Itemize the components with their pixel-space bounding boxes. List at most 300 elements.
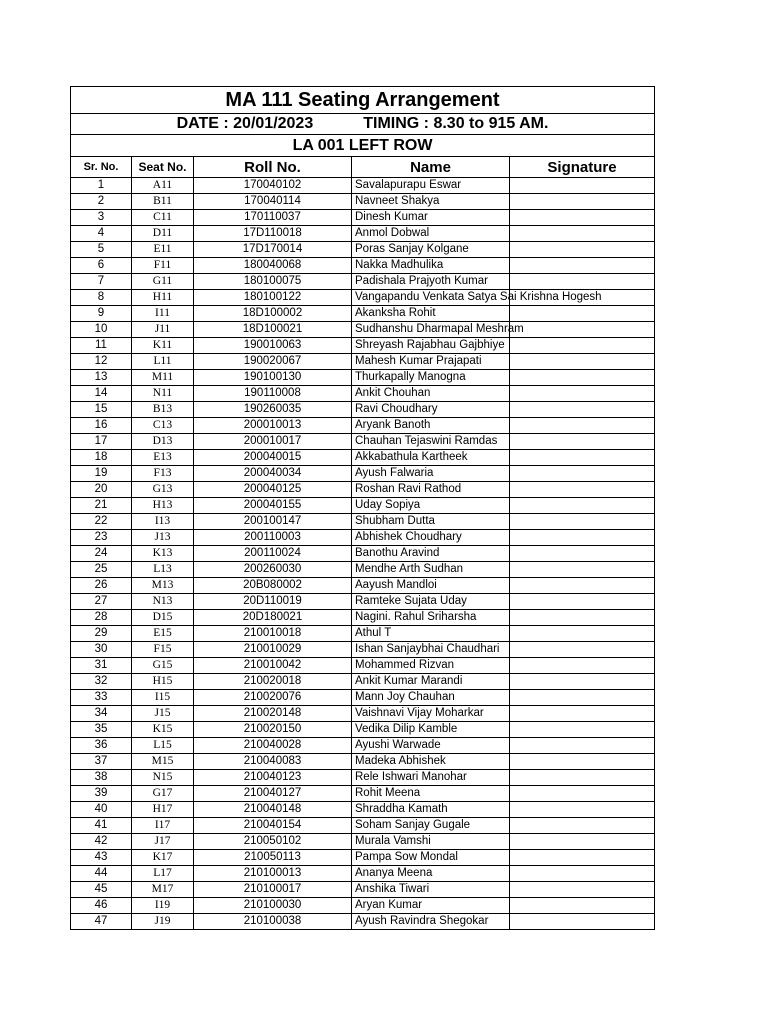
roll-no-cell: 20B080002 <box>194 578 352 594</box>
name-cell <box>352 594 510 610</box>
name-cell <box>352 258 510 274</box>
student-name: Ankit Chouhan <box>355 387 431 399</box>
signature-cell[interactable] <box>510 866 655 882</box>
table-row <box>71 450 655 466</box>
header-roll-no: Roll No. <box>194 157 352 178</box>
signature-cell[interactable] <box>510 818 655 834</box>
sr-no-cell: 15 <box>71 402 132 418</box>
roll-no-cell: 17D170014 <box>194 242 352 258</box>
sr-no-cell: 43 <box>71 850 132 866</box>
roll-no-cell: 190020067 <box>194 354 352 370</box>
student-name: Banothu Aravind <box>355 547 440 559</box>
signature-cell[interactable] <box>510 658 655 674</box>
signature-cell[interactable] <box>510 258 655 274</box>
signature-cell[interactable] <box>510 466 655 482</box>
seat-no-cell: H11 <box>132 290 194 306</box>
roll-no-cell: 20D110019 <box>194 594 352 610</box>
student-name: Aryan Kumar <box>355 899 423 911</box>
student-name: Uday Sopiya <box>355 499 421 511</box>
table-row <box>71 354 655 370</box>
signature-cell[interactable] <box>510 642 655 658</box>
table-row <box>71 514 655 530</box>
signature-cell[interactable] <box>510 386 655 402</box>
signature-cell[interactable] <box>510 274 655 290</box>
seat-no-cell: D13 <box>132 434 194 450</box>
student-name: Ramteke Sujata Uday <box>355 595 467 607</box>
student-name: Rohit Meena <box>355 787 421 799</box>
seat-no-cell: I11 <box>132 306 194 322</box>
name-cell <box>352 450 510 466</box>
roll-no-cell: 200040034 <box>194 466 352 482</box>
table-row <box>71 546 655 562</box>
seat-no-cell: D15 <box>132 610 194 626</box>
roll-no-cell: 200110024 <box>194 546 352 562</box>
student-name: Chauhan Tejaswini Ramdas <box>355 435 498 447</box>
student-name: Thurkapally Manogna <box>355 371 466 383</box>
seat-no-cell: I19 <box>132 898 194 914</box>
sr-no-cell: 12 <box>71 354 132 370</box>
sr-no-cell: 23 <box>71 530 132 546</box>
roll-no-cell: 180100075 <box>194 274 352 290</box>
roll-no-cell: 210040127 <box>194 786 352 802</box>
sr-no-cell: 24 <box>71 546 132 562</box>
sr-no-cell: 33 <box>71 690 132 706</box>
seat-no-cell: B11 <box>132 194 194 210</box>
student-name: Shraddha Kamath <box>355 803 448 815</box>
sr-no-cell: 13 <box>71 370 132 386</box>
seat-no-cell: I13 <box>132 514 194 530</box>
roll-no-cell: 210050113 <box>194 850 352 866</box>
signature-cell[interactable] <box>510 226 655 242</box>
name-cell <box>352 514 510 530</box>
seat-no-cell: E11 <box>132 242 194 258</box>
exam-date: DATE : 20/01/2023 <box>176 115 314 132</box>
seat-no-cell: K15 <box>132 722 194 738</box>
seat-no-cell: J13 <box>132 530 194 546</box>
seat-no-cell: G15 <box>132 658 194 674</box>
sr-no-cell: 38 <box>71 770 132 786</box>
signature-cell[interactable] <box>510 402 655 418</box>
name-cell <box>352 754 510 770</box>
seat-no-cell: K17 <box>132 850 194 866</box>
student-name: Ananya Meena <box>355 867 433 879</box>
student-name: Roshan Ravi Rathod <box>355 483 462 495</box>
sr-no-cell: 1 <box>71 178 132 194</box>
roll-no-cell: 170110037 <box>194 210 352 226</box>
student-name: Abhishek Choudhary <box>355 531 462 543</box>
roll-no-cell: 210100017 <box>194 882 352 898</box>
signature-cell[interactable] <box>510 770 655 786</box>
roll-no-cell: 200010013 <box>194 418 352 434</box>
table-row <box>71 706 655 722</box>
seat-no-cell: M11 <box>132 370 194 386</box>
table-row <box>71 610 655 626</box>
sr-no-cell: 39 <box>71 786 132 802</box>
seat-no-cell: G13 <box>132 482 194 498</box>
table-row <box>71 338 655 354</box>
exam-timing: TIMING : 8.30 to 915 AM. <box>363 115 549 132</box>
roll-no-cell: 180100122 <box>194 290 352 306</box>
sr-no-cell: 17 <box>71 434 132 450</box>
column-headers <box>71 157 655 178</box>
table-row <box>71 242 655 258</box>
roll-no-cell: 210100038 <box>194 914 352 930</box>
name-cell <box>352 818 510 834</box>
signature-cell[interactable] <box>510 882 655 898</box>
sr-no-cell: 29 <box>71 626 132 642</box>
name-cell <box>352 290 602 306</box>
table-row <box>71 722 655 738</box>
sr-no-cell: 19 <box>71 466 132 482</box>
sr-no-cell: 40 <box>71 802 132 818</box>
name-cell <box>352 338 510 354</box>
student-name: Aayush Mandloi <box>355 579 437 591</box>
table-row <box>71 578 655 594</box>
student-name: Navneet Shakya <box>355 195 440 207</box>
table-row <box>71 402 655 418</box>
roll-no-cell: 210040123 <box>194 770 352 786</box>
student-name: Ayushi Warwade <box>355 739 441 751</box>
roll-no-cell: 200110003 <box>194 530 352 546</box>
seat-no-cell: H13 <box>132 498 194 514</box>
roll-no-cell: 210010042 <box>194 658 352 674</box>
signature-cell[interactable] <box>510 738 655 754</box>
student-name: Dinesh Kumar <box>355 211 428 223</box>
student-name: Vedika Dilip Kamble <box>355 723 458 735</box>
seat-no-cell: N11 <box>132 386 194 402</box>
student-name: Athul T <box>355 627 392 639</box>
signature-cell[interactable] <box>510 786 655 802</box>
roll-no-cell: 210010018 <box>194 626 352 642</box>
signature-cell[interactable] <box>510 594 655 610</box>
student-name: Ankit Kumar Marandi <box>355 675 463 687</box>
sr-no-cell: 41 <box>71 818 132 834</box>
student-name: Padishala Prajyoth Kumar <box>355 275 488 287</box>
signature-cell[interactable] <box>510 210 655 226</box>
seat-no-cell: E13 <box>132 450 194 466</box>
name-cell <box>352 306 510 322</box>
name-cell <box>352 402 510 418</box>
sr-no-cell: 10 <box>71 322 132 338</box>
name-cell <box>352 914 510 930</box>
name-cell <box>352 178 510 194</box>
seat-no-cell: L13 <box>132 562 194 578</box>
signature-cell[interactable] <box>510 418 655 434</box>
signature-cell[interactable] <box>510 674 655 690</box>
name-cell <box>352 418 510 434</box>
table-row <box>71 178 655 194</box>
roll-no-cell: 210020150 <box>194 722 352 738</box>
table-row <box>71 482 655 498</box>
sr-no-cell: 26 <box>71 578 132 594</box>
sr-no-cell: 4 <box>71 226 132 242</box>
name-cell <box>352 194 510 210</box>
name-cell <box>352 354 510 370</box>
signature-cell[interactable] <box>510 242 655 258</box>
sr-no-cell: 11 <box>71 338 132 354</box>
signature-cell[interactable] <box>510 914 655 930</box>
table-row <box>71 818 655 834</box>
signature-cell[interactable] <box>510 194 655 210</box>
table-row <box>71 738 655 754</box>
signature-cell[interactable] <box>510 722 655 738</box>
signature-cell[interactable] <box>510 626 655 642</box>
sr-no-cell: 45 <box>71 882 132 898</box>
roll-no-cell: 210040148 <box>194 802 352 818</box>
table-row <box>71 194 655 210</box>
signature-cell[interactable] <box>510 450 655 466</box>
signature-cell[interactable] <box>510 338 655 354</box>
student-name: Aryank Banoth <box>355 419 431 431</box>
table-row <box>71 210 655 226</box>
signature-cell[interactable] <box>510 754 655 770</box>
seat-no-cell: H17 <box>132 802 194 818</box>
signature-cell[interactable] <box>510 706 655 722</box>
sr-no-cell: 47 <box>71 914 132 930</box>
student-name: Vangapandu Venkata Satya Sai Krishna Hogesh <box>355 291 602 303</box>
sr-no-cell: 8 <box>71 290 132 306</box>
sr-no-cell: 34 <box>71 706 132 722</box>
student-name: Shubham Dutta <box>355 515 435 527</box>
seat-no-cell: J19 <box>132 914 194 930</box>
name-cell <box>352 578 510 594</box>
name-cell <box>352 690 510 706</box>
sr-no-cell: 31 <box>71 658 132 674</box>
table-row <box>71 690 655 706</box>
roll-no-cell: 200260030 <box>194 562 352 578</box>
signature-cell[interactable] <box>510 178 655 194</box>
table-row <box>71 882 655 898</box>
roll-no-cell: 190110008 <box>194 386 352 402</box>
student-name: Murala Vamshi <box>355 835 431 847</box>
name-cell <box>352 722 510 738</box>
seat-no-cell: J17 <box>132 834 194 850</box>
seat-no-cell: F15 <box>132 642 194 658</box>
student-name: Rele Ishwari Manohar <box>355 771 467 783</box>
name-cell <box>352 738 510 754</box>
seat-no-cell: I17 <box>132 818 194 834</box>
roll-no-cell: 210050102 <box>194 834 352 850</box>
sr-no-cell: 32 <box>71 674 132 690</box>
name-cell <box>352 226 510 242</box>
seat-no-cell: N15 <box>132 770 194 786</box>
sr-no-cell: 5 <box>71 242 132 258</box>
sr-no-cell: 27 <box>71 594 132 610</box>
signature-cell[interactable] <box>510 546 655 562</box>
table-row <box>71 322 655 338</box>
student-name: Akanksha Rohit <box>355 307 436 319</box>
roll-no-cell: 180040068 <box>194 258 352 274</box>
signature-cell[interactable] <box>510 514 655 530</box>
roll-no-cell: 210010029 <box>194 642 352 658</box>
signature-cell[interactable] <box>510 434 655 450</box>
sr-no-cell: 3 <box>71 210 132 226</box>
student-name: Vaishnavi Vijay Moharkar <box>355 707 484 719</box>
sheet-title: MA 111 Seating Arrangement <box>71 87 655 114</box>
sr-no-cell: 37 <box>71 754 132 770</box>
seat-no-cell: F13 <box>132 466 194 482</box>
seat-no-cell: A11 <box>132 178 194 194</box>
name-cell <box>352 802 510 818</box>
roll-no-cell: 190100130 <box>194 370 352 386</box>
table-row <box>71 226 655 242</box>
student-name: Akkabathula Kartheek <box>355 451 468 463</box>
seat-no-cell: K13 <box>132 546 194 562</box>
roll-no-cell: 200040015 <box>194 450 352 466</box>
sr-no-cell: 2 <box>71 194 132 210</box>
seat-no-cell: L17 <box>132 866 194 882</box>
seat-no-cell: D11 <box>132 226 194 242</box>
table-row <box>71 418 655 434</box>
student-name: Ravi Choudhary <box>355 403 438 415</box>
student-name: Poras Sanjay Kolgane <box>355 243 469 255</box>
name-cell <box>352 706 510 722</box>
seat-no-cell: I15 <box>132 690 194 706</box>
sr-no-cell: 36 <box>71 738 132 754</box>
roll-no-cell: 170040114 <box>194 194 352 210</box>
header-name: Name <box>352 157 510 178</box>
table-row <box>71 290 655 306</box>
seat-no-cell: C11 <box>132 210 194 226</box>
sr-no-cell: 28 <box>71 610 132 626</box>
signature-cell[interactable] <box>510 306 655 322</box>
seat-no-cell: G11 <box>132 274 194 290</box>
signature-cell[interactable] <box>510 834 655 850</box>
signature-cell[interactable] <box>510 610 655 626</box>
name-cell <box>352 674 510 690</box>
roll-no-cell: 210020076 <box>194 690 352 706</box>
student-name: Nagini. Rahul Sriharsha <box>355 611 477 623</box>
student-name: Ayush Ravindra Shegokar <box>355 915 489 927</box>
signature-cell[interactable] <box>510 482 655 498</box>
signature-cell[interactable] <box>510 898 655 914</box>
table-row <box>71 658 655 674</box>
table-row <box>71 754 655 770</box>
signature-cell[interactable] <box>510 498 655 514</box>
student-name: Anmol Dobwal <box>355 227 430 239</box>
roll-no-cell: 210020148 <box>194 706 352 722</box>
student-name: Ayush Falwaria <box>355 467 434 479</box>
seat-no-cell: K11 <box>132 338 194 354</box>
student-name: Anshika Tiwari <box>355 883 430 895</box>
student-name: Mendhe Arth Sudhan <box>355 563 464 575</box>
table-row <box>71 786 655 802</box>
name-cell <box>352 866 510 882</box>
sr-no-cell: 9 <box>71 306 132 322</box>
table-row <box>71 306 655 322</box>
student-rows <box>71 178 655 930</box>
student-name: Shreyash Rajabhau Gajbhiye <box>355 339 505 351</box>
seat-no-cell: B13 <box>132 402 194 418</box>
name-cell <box>352 770 510 786</box>
date-timing-row <box>71 114 655 135</box>
name-cell <box>352 498 510 514</box>
name-cell <box>352 562 510 578</box>
seat-no-cell: J11 <box>132 322 194 338</box>
name-cell <box>352 466 510 482</box>
signature-cell[interactable] <box>510 354 655 370</box>
name-cell <box>352 210 510 226</box>
table-row <box>71 914 655 930</box>
student-name: Pampa Sow Mondal <box>355 851 458 863</box>
roll-no-cell: 170040102 <box>194 178 352 194</box>
seat-no-cell: L15 <box>132 738 194 754</box>
name-cell <box>352 242 510 258</box>
signature-cell[interactable] <box>510 850 655 866</box>
sr-no-cell: 18 <box>71 450 132 466</box>
sr-no-cell: 20 <box>71 482 132 498</box>
name-cell <box>352 434 510 450</box>
sr-no-cell: 46 <box>71 898 132 914</box>
student-name: Ishan Sanjaybhai Chaudhari <box>355 643 500 655</box>
signature-cell[interactable] <box>510 562 655 578</box>
roll-no-cell: 18D100021 <box>194 322 352 338</box>
name-cell <box>352 370 510 386</box>
student-name: Mohammed Rizvan <box>355 659 455 671</box>
seat-no-cell: E15 <box>132 626 194 642</box>
name-cell <box>352 482 510 498</box>
roll-no-cell: 200100147 <box>194 514 352 530</box>
sr-no-cell: 22 <box>71 514 132 530</box>
student-name: Mahesh Kumar Prajapati <box>355 355 482 367</box>
table-row <box>71 850 655 866</box>
seat-no-cell: H15 <box>132 674 194 690</box>
table-row <box>71 562 655 578</box>
seat-no-cell: J15 <box>132 706 194 722</box>
table-row <box>71 466 655 482</box>
name-cell <box>352 322 524 338</box>
sr-no-cell: 42 <box>71 834 132 850</box>
signature-cell[interactable] <box>510 370 655 386</box>
table-row <box>71 498 655 514</box>
seat-no-cell: M15 <box>132 754 194 770</box>
table-row <box>71 866 655 882</box>
name-cell <box>352 546 510 562</box>
seating-table <box>70 86 655 930</box>
signature-cell[interactable] <box>510 530 655 546</box>
name-cell <box>352 642 510 658</box>
student-name: Mann Joy Chauhan <box>355 691 455 703</box>
signature-cell[interactable] <box>510 578 655 594</box>
name-cell <box>352 610 510 626</box>
seat-no-cell: C13 <box>132 418 194 434</box>
seat-no-cell: L11 <box>132 354 194 370</box>
table-row <box>71 370 655 386</box>
name-cell <box>352 274 510 290</box>
sr-no-cell: 16 <box>71 418 132 434</box>
table-row <box>71 834 655 850</box>
roll-no-cell: 17D110018 <box>194 226 352 242</box>
table-row <box>71 530 655 546</box>
roll-no-cell: 190260035 <box>194 402 352 418</box>
name-cell <box>352 850 510 866</box>
name-cell <box>352 658 510 674</box>
signature-cell[interactable] <box>510 802 655 818</box>
signature-cell[interactable] <box>510 690 655 706</box>
student-name: Madeka Abhishek <box>355 755 446 767</box>
table-row <box>71 274 655 290</box>
roll-no-cell: 210040028 <box>194 738 352 754</box>
signature-cell[interactable] <box>510 322 655 338</box>
student-name: Nakka Madhulika <box>355 259 444 271</box>
seating-sheet <box>70 86 654 930</box>
roll-no-cell: 20D180021 <box>194 610 352 626</box>
table-row <box>71 642 655 658</box>
sr-no-cell: 14 <box>71 386 132 402</box>
header-seat-no: Seat No. <box>132 157 194 178</box>
roll-no-cell: 18D100002 <box>194 306 352 322</box>
table-row <box>71 258 655 274</box>
